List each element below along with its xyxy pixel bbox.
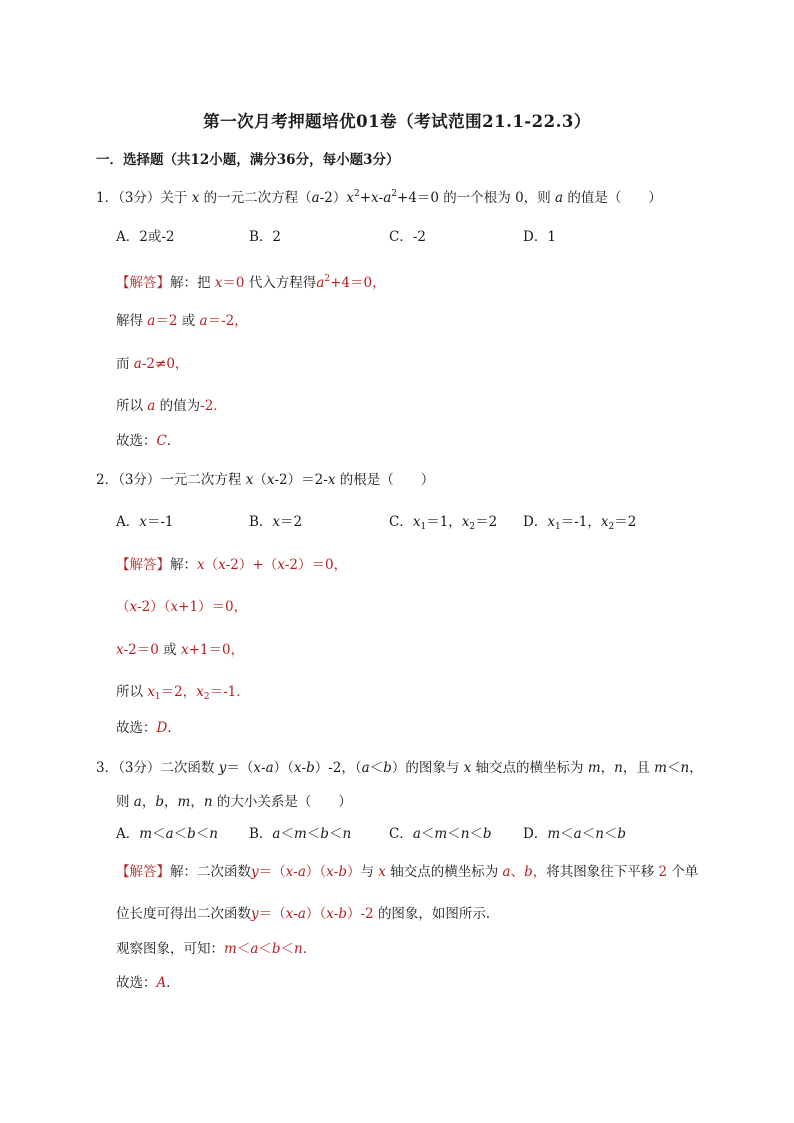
option-b: B．a＜m＜b＜n	[249, 826, 352, 842]
answer-tag: 【解答】	[116, 557, 170, 573]
option-a: A．m＜a＜b＜n	[116, 826, 218, 842]
answer-3-line-2: 位长度可得出二次函数y＝（x-a）（x-b）-2 的图象，如图所示．	[116, 906, 500, 922]
page-title: 第一次月考押题培优01卷（考试范围21.1-22.3）	[203, 112, 591, 131]
answer-1-s3: 所以	[116, 398, 143, 414]
option-d: D．$x_1=-1$，$x_2=2$	[523, 514, 637, 532]
option-c: C．a＜m＜n＜b	[389, 826, 492, 842]
answer-3-choice: A	[156, 975, 167, 991]
answer-3-s5: 故选：	[116, 975, 157, 991]
answer-1-line-3: 而 a-2≠0，	[116, 356, 189, 372]
answer-3-line-4: 故选：A．	[116, 975, 180, 991]
question-2: 2．（3分）一元二次方程 x（x-2）＝2-x 的根是（ ）	[96, 472, 435, 488]
answer-3-line-3: 观察图象，可知：m＜a＜b＜n．	[116, 941, 317, 957]
question-1: 1．（3分）关于 x 的一元二次方程$(a-2)x^2+x-a^2+4=0$ 的一个根为 0，则 a 的值是（ ）	[96, 189, 662, 206]
option-b: B．x＝2	[249, 514, 303, 530]
option-c: C．$x_1=1$，$x_2=2$	[389, 514, 498, 532]
option-c: C．-2	[389, 229, 426, 245]
question-1-number: 1．（3分）关于	[96, 190, 188, 206]
answer-2-line-2: （x-2）（x+1）＝0，	[116, 599, 248, 615]
option-d: D．m＜a＜n＜b	[523, 826, 627, 842]
question-3-line-1: 3．（3分）二次函数 y＝（x-a）（x-b）-2，（a＜b）的图象与 x 轴交点的横坐标为 m，n，且 m＜n，	[96, 760, 703, 776]
answer-2-line-1: 【解答】解：x（x-2）+（x-2）＝0，	[116, 557, 348, 573]
option-a: A．2或-2	[116, 229, 175, 245]
question-3-number: 3．（3分）二次函数	[96, 760, 215, 776]
answer-1-line-4: 所以 a 的值为-2．	[116, 398, 227, 414]
answer-1-line-1: 【解答】解：把 x＝0 代入方程得$a^2+4=0$，	[116, 274, 386, 291]
section-heading: 一．选择题（共12小题，满分36分，每小题3分）	[96, 152, 400, 168]
answer-tag: 【解答】	[116, 864, 170, 880]
option-b: B．2	[249, 229, 282, 245]
answer-2-line-3: x-2＝0 或 x+1＝0，	[116, 642, 245, 658]
answer-1-s1: 解得	[116, 313, 143, 329]
option-d: D．1	[523, 229, 556, 245]
question-3-line-2: 则 a，b，m，n 的大小关系是（ ）	[116, 794, 352, 810]
option-a: A．x＝-1	[116, 514, 174, 530]
answer-1-line-2: 解得 a＝2 或 a＝-2，	[116, 313, 248, 329]
answer-1-s4: 故选：	[116, 433, 157, 449]
answer-2-choice: D	[156, 720, 168, 736]
answer-2-line-5: 故选：D．	[116, 720, 181, 736]
answer-1-line-5: 故选：C．	[116, 433, 181, 449]
answer-2-s4: 故选：	[116, 720, 157, 736]
answer-2-line-4: 所以 $x_1=2$，$x_2=-1$．	[116, 684, 250, 702]
question-2-number: 2．（3分）一元二次方程	[96, 472, 242, 488]
answer-1-s2: 而	[116, 356, 130, 372]
answer-tag: 【解答】	[116, 275, 170, 291]
answer-1-choice: C	[156, 433, 167, 449]
answer-3-line-1: 【解答】解：二次函数y＝（x-a）（x-b）与 x 轴交点的横坐标为 a、b，将其图象往下平移 2 个单	[116, 864, 699, 880]
